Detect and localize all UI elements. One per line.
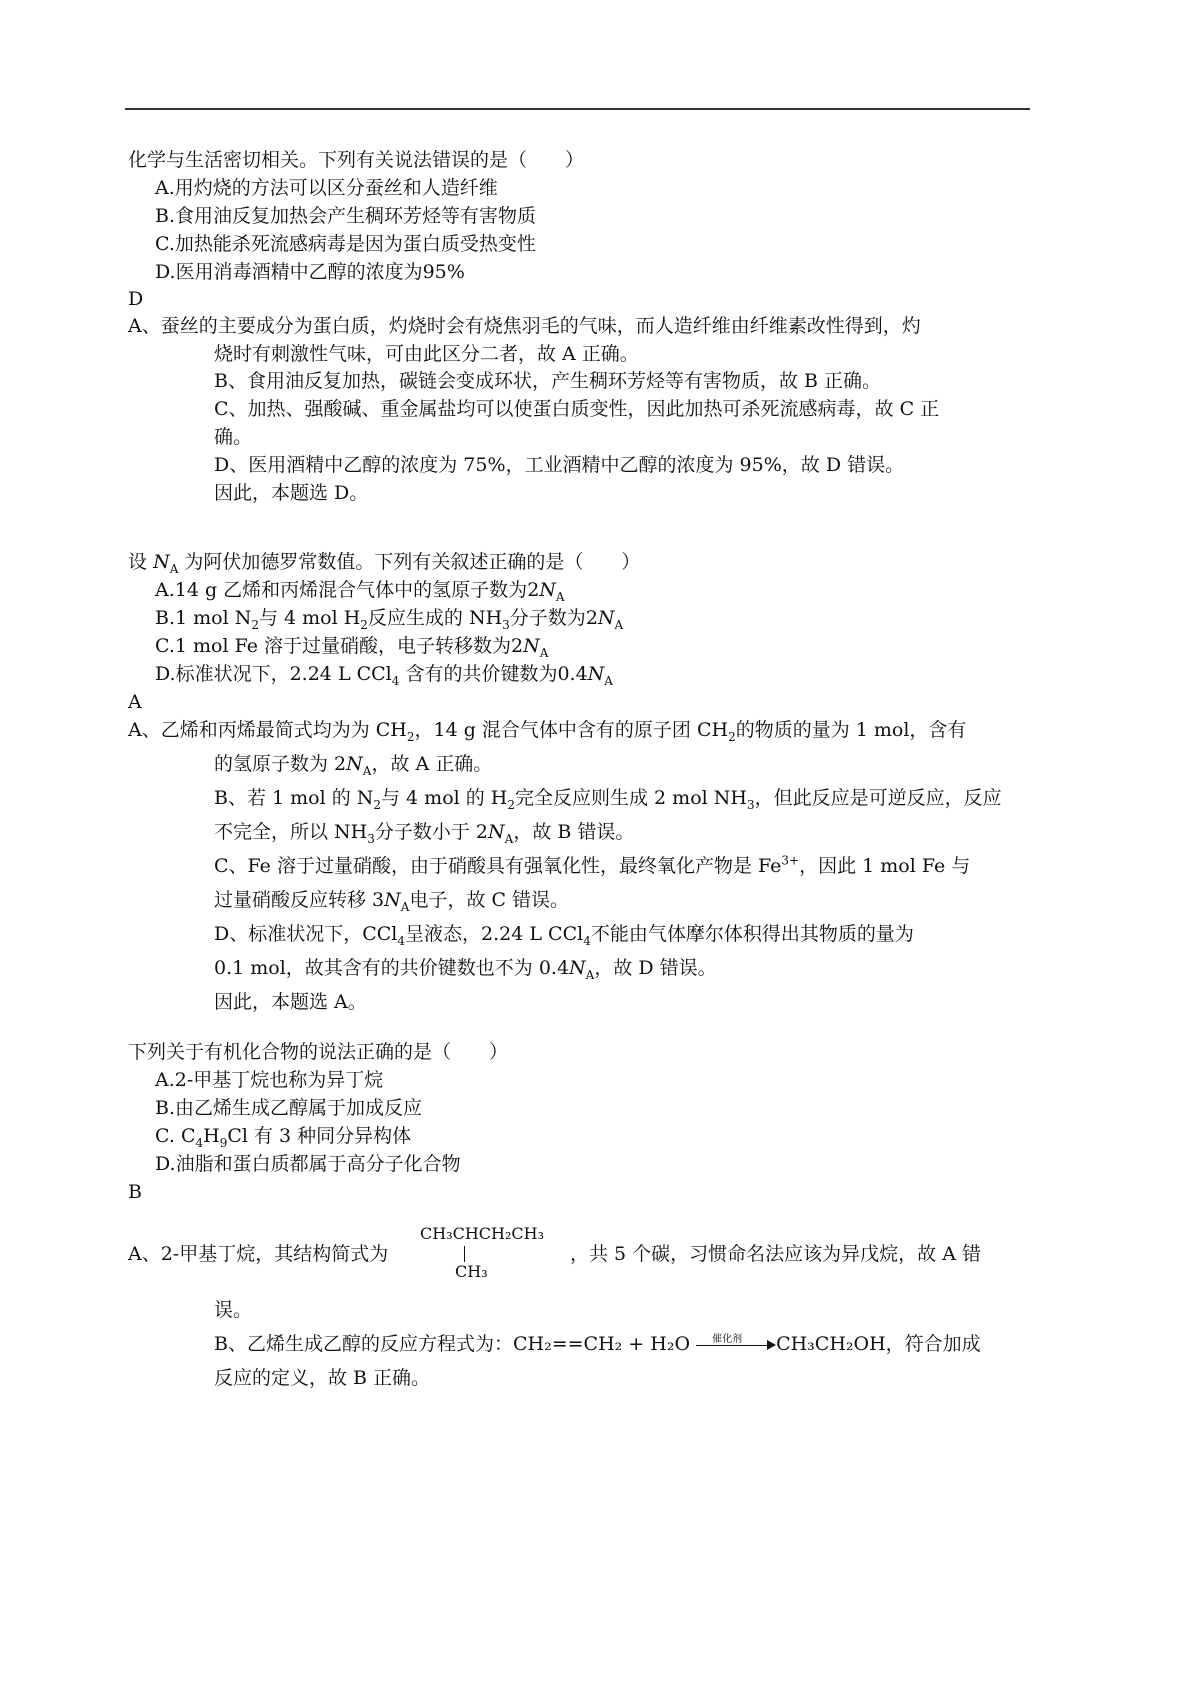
equation-left: CH₂==CH₂ + H₂O bbox=[512, 1333, 691, 1355]
q3-answer: B bbox=[128, 1181, 142, 1203]
q2-exp-a-1: A、乙烯和丙烯最简式均为为 $CH_2$，14 g 混合气体中含有的原子团 $CH_2$的物质的量为 1 mol，含有 bbox=[128, 719, 967, 744]
q1-exp-c-2: 确。 bbox=[214, 426, 253, 448]
q1-exp-d: D、医用酒精中乙醇的浓度为 75%，工业酒精中乙醇的浓度为 95%，故 D 错误。 bbox=[214, 454, 905, 476]
q2-option-c: C.1 mol Fe 溶于过量硝酸，电子转移数为$2N_A$ bbox=[155, 635, 549, 660]
q2-stem: 设 $N_A$ 为阿伏加德罗常数值。下列有关叙述正确的是（ ） bbox=[128, 551, 641, 576]
q2-exp-b-1: B、若 1 mol 的 $N_2$与 4 mol 的 $H_2$完全反应则生成 2 mol $NH_3$，但此反应是可逆反应，反应 bbox=[214, 787, 1002, 812]
q1-conclusion: 因此，本题选 D。 bbox=[214, 482, 369, 504]
q3-option-c: C. $C_4H_9Cl$ 有 3 种同分异构体 bbox=[155, 1125, 412, 1150]
header-rule bbox=[125, 108, 1030, 110]
q1-exp-c-1: C、加热、强酸碱、重金属盐均可以使蛋白质变性，因此加热可杀死流感病毒，故 C 正 bbox=[214, 398, 940, 420]
q3-option-b: B.由乙烯生成乙醇属于加成反应 bbox=[155, 1097, 423, 1119]
structure-branch: CH₃ bbox=[455, 1262, 488, 1281]
reaction-arrow bbox=[696, 1334, 776, 1352]
q3-exp-b-1: B、乙烯生成乙醇的反应方程式为：CH₂==CH₂ + H₂O 催化剂 CH₃CH₂OH，符合加成 bbox=[214, 1330, 981, 1358]
q3-option-d: D.油脂和蛋白质都属于高分子化合物 bbox=[155, 1153, 461, 1175]
q2-exp-b-2: 不完全，所以 $NH_3$分子数小于 $2N_A$，故 B 错误。 bbox=[214, 821, 635, 846]
q2-exp-d-2: 0.1 mol，故其含有的共价键数也不为 $0.4N_A$，故 D 错误。 bbox=[214, 957, 717, 982]
q1-option-d: D.医用消毒酒精中乙醇的浓度为95% bbox=[155, 261, 465, 283]
q3-option-a: A.2-甲基丁烷也称为异丁烷 bbox=[155, 1069, 384, 1091]
q2-exp-a-2: 的氢原子数为 $2N_A$，故 A 正确。 bbox=[214, 753, 493, 778]
q1-exp-b: B、食用油反复加热，碳链会变成环状，产生稠环芳烃等有害物质，故 B 正确。 bbox=[214, 370, 882, 392]
q1-stem: 化学与生活密切相关。下列有关说法错误的是（ ） bbox=[128, 149, 585, 171]
q1-exp-a-2: 烧时有刺激性气味，可由此区分二者，故 A 正确。 bbox=[214, 343, 639, 365]
catalyst-label: 催化剂 bbox=[712, 1334, 743, 1345]
equation-right: CH₃CH₂OH bbox=[776, 1333, 886, 1355]
q2-option-d: D.标准状况下，2.24 L CCl$_4$ 含有的共价键数为$0.4N_A$ bbox=[155, 663, 613, 688]
q2-exp-c-2: 过量硝酸反应转移 $3N_A$电子，故 C 错误。 bbox=[214, 889, 570, 914]
q1-exp-a-1: A、蚕丝的主要成分为蛋白质，灼烧时会有烧焦羽毛的气味，而人造纤维由纤维素改性得到，灼 bbox=[128, 315, 921, 337]
structure-main-chain: CH₃CHCH₂CH₃ bbox=[420, 1224, 545, 1243]
q1-option-b: B.食用油反复加热会产生稠环芳烃等有害物质 bbox=[155, 205, 537, 227]
q3-stem: 下列关于有机化合物的说法正确的是（ ） bbox=[128, 1041, 509, 1063]
q3-exp-a-1-pre: A、2-甲基丁烷，其结构简式为 bbox=[128, 1243, 389, 1265]
q2-option-a: A.14 g 乙烯和丙烯混合气体中的氢原子数为$2N_A$ bbox=[155, 579, 565, 604]
q2-option-b: B.1 mol $N_2$与 4 mol $H_2$反应生成的 $NH_3$分子数为$2N_A$ bbox=[155, 607, 624, 632]
q2-answer: A bbox=[128, 691, 142, 713]
q3-exp-b-2: 反应的定义，故 B 正确。 bbox=[214, 1367, 431, 1389]
q2-exp-d-1: D、标准状况下，CCl$_4$呈液态，2.24 L CCl$_4$不能由气体摩尔体积得出其物质的量为 bbox=[214, 923, 914, 948]
q1-option-a: A.用灼烧的方法可以区分蚕丝和人造纤维 bbox=[155, 177, 498, 199]
structural-formula bbox=[420, 1224, 560, 1284]
q2-exp-c-1: C、Fe 溶于过量硝酸，由于硝酸具有强氧化性，最终氧化产物是 $Fe^{3+}$，因此 1 mol Fe 与 bbox=[214, 853, 971, 877]
structure-bond bbox=[464, 1246, 465, 1262]
q1-option-c: C.加热能杀死流感病毒是因为蛋白质受热变性 bbox=[155, 233, 536, 255]
q3-exp-a-2: 误。 bbox=[214, 1299, 253, 1321]
q2-conclusion: 因此，本题选 A。 bbox=[214, 991, 367, 1013]
q1-answer: D bbox=[128, 288, 144, 310]
q3-exp-a-1-post: ，共 5 个碳，习惯命名法应该为异戊烷，故 A 错 bbox=[570, 1243, 981, 1265]
